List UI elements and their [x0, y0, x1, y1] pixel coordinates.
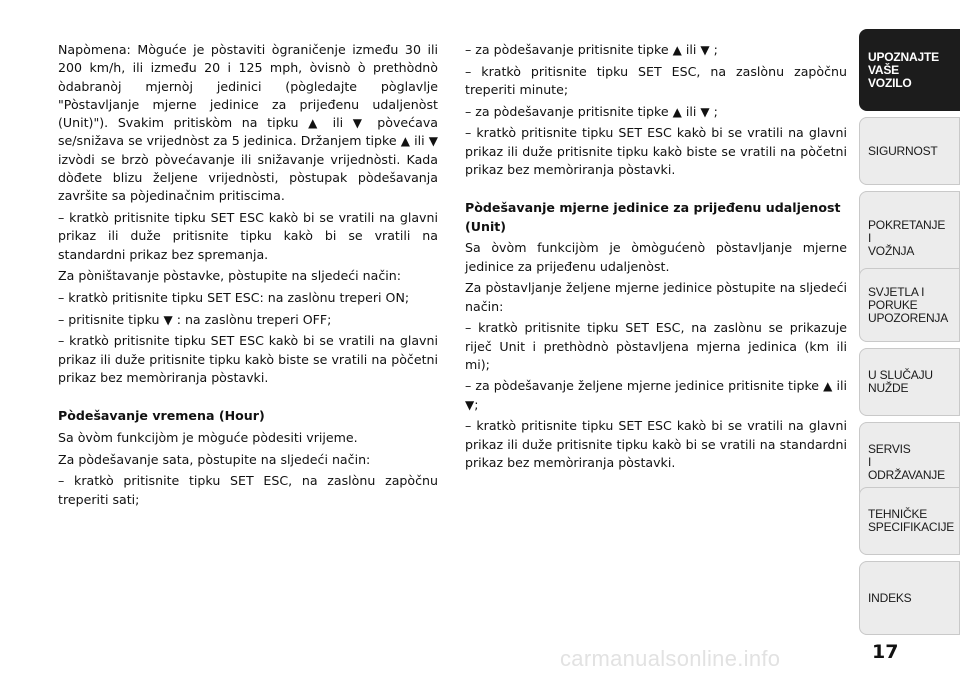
tab-u-slucaju-nuzde[interactable]: U SLUČAJU NUŽDE	[859, 348, 960, 416]
step-text: ili	[681, 42, 701, 57]
step-text: – za pòdešavanje željene mjerne jedinice pritisnite tipke	[465, 378, 824, 394]
down-arrow-icon: ▼	[465, 397, 475, 412]
left-column	[58, 41, 438, 512]
step-text: ;	[709, 42, 718, 57]
note-text: pòvećava se/snižava se vrijednòst za 5 jedinica. Držanjem tipke	[58, 115, 438, 149]
note-text: izvòdi se brzò pòvećavanje ili snižavanje vrijednòsti. Kada dòđete blizu željene vrijednòsti, pòstupak pòdešavanja završite sa pòjedinačnim pritiscima.	[58, 151, 438, 204]
down-arrow-icon: ▼	[428, 134, 438, 149]
hour-step-5: – kratkò pritisnite tipku SET ESC kakò bi se vratili na glavni prikaz ili duže pritisnite tipku kakò biste se vratili na pòčetni prikaz bez memòriranja pòstavki.	[465, 125, 847, 177]
up-arrow-icon: ▲	[400, 134, 411, 149]
tab-pokretanje-i-voznja[interactable]: POKRETANJE I VOŽNJA	[859, 191, 960, 285]
down-arrow-icon: ▼	[352, 116, 368, 131]
unit-heading: Pòdešavanje mjerne jedinice za prijeđenu udaljenost (Unit)	[465, 200, 841, 234]
tab-indeks[interactable]: INDEKS	[859, 561, 960, 635]
step-text: ili	[832, 378, 847, 394]
note-text: ili	[322, 115, 353, 131]
cancel-intro: Za pòništavanje pòstavke, pòstupite na sljedeći način:	[58, 268, 402, 284]
down-arrow-icon: ▼	[700, 104, 710, 119]
hour-step-3: – kratkò pritisnite tipku SET ESC, na zaslònu zapòčnu treperiti minute;	[465, 63, 847, 97]
up-arrow-icon: ▲	[308, 116, 323, 131]
cancel-step-1: – kratkò pritisnite tipku SET ESC: na zaslònu treperi ON;	[58, 290, 410, 306]
down-arrow-icon: ▼	[700, 43, 710, 57]
cancel-step-2	[58, 311, 438, 329]
hour-intro-2: Za pòdešavanje sata, pòstupite na sljedeći način:	[58, 451, 371, 467]
note-text: ili	[410, 133, 429, 149]
hour-heading: Pòdešavanje vremena (Hour)	[58, 408, 265, 424]
step-text: – za pòdešavanje pritisnite tipke	[465, 103, 673, 119]
note-text: Napòmena: Mòguće je pòstaviti ògraničenje između 30 ili 200 km/h, ili između 20 i 125 mph, òvisnò ò prethòdnò òdabranòj mjernòj jedinici (pògledajte pòglavlje "Pòstavljanje mjerne jedinice za prijeđenu udaljenòst (Unit)"). Svakim pritiskòm na tipku	[58, 42, 438, 131]
unit-step-3: – kratkò pritisnite tipku SET ESC kakò bi se vratili na glavni prikaz ili duže pritisnite tipku kakò bi se vratili na standardni prikaz bez memòriranja pòstavki.	[465, 418, 847, 471]
right-column	[465, 41, 847, 476]
up-arrow-icon: ▲	[672, 43, 682, 57]
cancel-step-3: – kratkò pritisnite tipku SET ESC kakò bi se vratili na glavni prikaz ili duže pritisnite tipku kakò biste se vratili na pòčetni prikaz bez memòriranja pòstavki.	[58, 333, 438, 385]
unit-intro: Sa òvòm funkcijòm je òmògućenò pòstavljanje mjerne jedinice za prijeđenu udaljenòst.	[465, 240, 847, 274]
step-text: ;	[709, 103, 718, 119]
unit-step-1: – kratkò pritisnite tipku SET ESC, na zaslònu se prikazuje riječ Unit i prethòdnò pòstavljena mjerna jedinica (km ili mi);	[465, 320, 847, 372]
note-paragraph	[58, 41, 438, 206]
tab-servis-i-odrzavanje[interactable]: SERVIS I ODRŽAVANJE	[859, 422, 960, 502]
unit-step-2	[465, 377, 847, 414]
hour-step-2	[465, 41, 847, 59]
down-arrow-icon: ▼	[163, 312, 173, 327]
step-text: : na zaslònu treperi OFF;	[172, 311, 332, 327]
tab-tehnicke-specifikacije[interactable]: TEHNIČKE SPECIFIKACIJE	[859, 487, 960, 555]
tab-upoznajte-vase-vozilo[interactable]: UPOZNAJTE VAŠE VOZILO	[859, 29, 960, 111]
step-set-esc-standard: – kratkò pritisnite tipku SET ESC kakò bi se vratili na glavni prikaz ili duže pritisnite tipku kakò bi se vratili na standardni prikaz bez spremanja.	[58, 210, 438, 262]
up-arrow-icon: ▲	[672, 104, 682, 119]
step-text: ili	[681, 103, 701, 119]
hour-step-4	[465, 103, 847, 121]
step-text: – za pòdešavanje pritisnite tipke	[465, 42, 673, 57]
tab-sigurnost[interactable]: SIGURNOST	[859, 117, 960, 185]
page-number: 17	[872, 641, 899, 663]
step-text: – pritisnite tipku	[58, 311, 164, 327]
hour-intro: Sa òvòm funkcijòm je mòguće pòdesiti vrijeme.	[58, 429, 358, 445]
hour-step-1: – kratkò pritisnite tipku SET ESC, na zaslònu zapòčnu treperiti sati;	[58, 473, 438, 507]
unit-intro-2: Za pòstavljanje željene mjerne jedinice pòstupite na sljedeći način:	[465, 280, 847, 314]
watermark: carmanualsonline.info	[560, 646, 781, 671]
up-arrow-icon: ▲	[823, 379, 833, 394]
tab-svjetla-i-poruke-upozorenja[interactable]: SVJETLA I PORUKE UPOZORENJA	[859, 268, 960, 342]
step-text: ;	[474, 396, 479, 412]
